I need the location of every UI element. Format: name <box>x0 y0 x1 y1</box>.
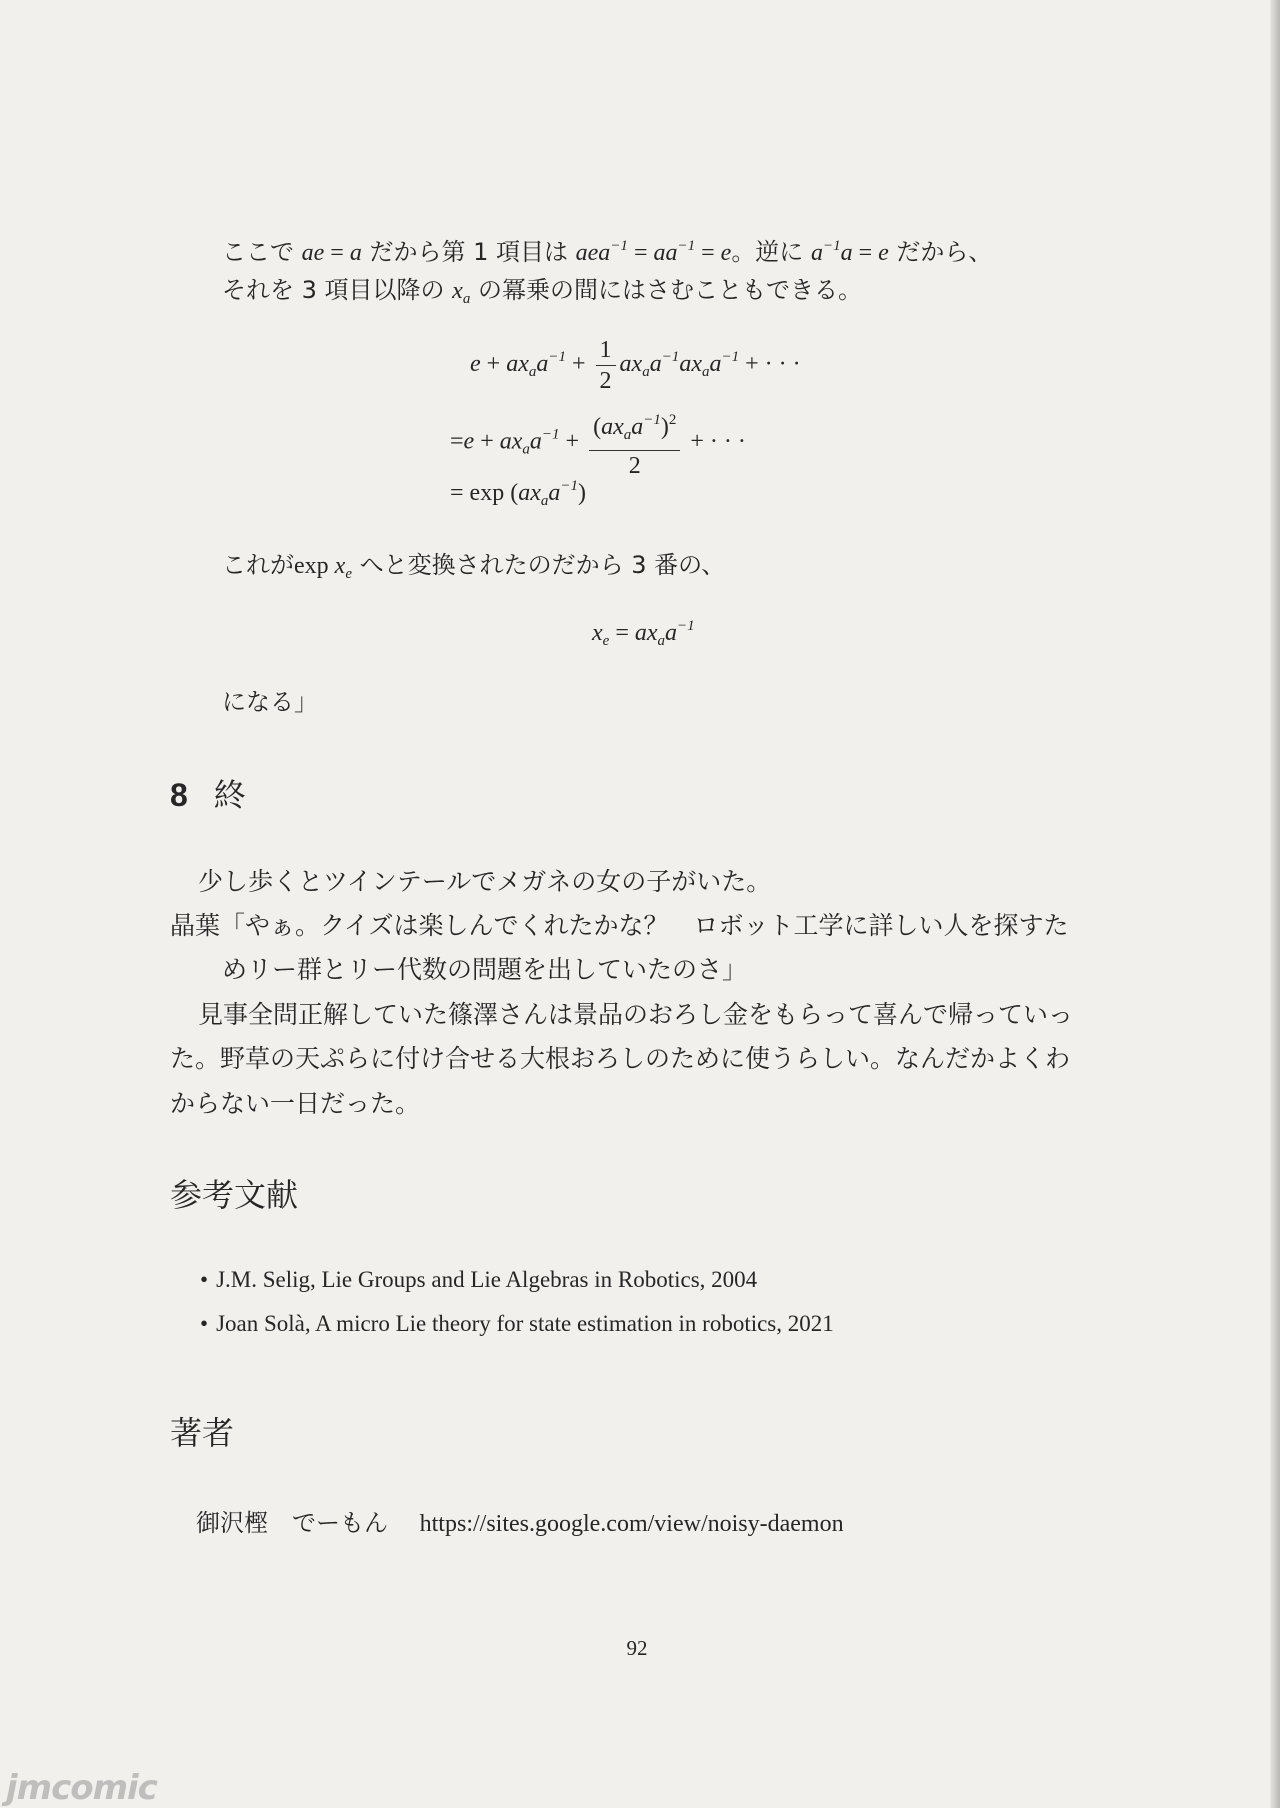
text: ここで <box>222 238 294 266</box>
math-inline: $x_a$ <box>452 278 471 307</box>
text: 。逆に <box>731 238 804 266</box>
text: だから第 1 項目は <box>369 238 569 266</box>
fraction: $\frac{1}{2}$ <box>596 335 616 396</box>
reference-item: • J.M. Selig, Lie Groups and Lie Algebras in Robotics, 2004 <box>200 1258 834 1302</box>
reference-item: • Joan Solà, A micro Lie theory for state estimation in robotics, 2021 <box>200 1302 834 1346</box>
equation-line-2: $=e + ax_aa^{-1}$ + $\frac{(ax_aa^{-1})^2}{2}$ + · · · <box>450 405 746 481</box>
references-title: 参考文献 <box>170 1176 299 1214</box>
story-line: 見事全問正解していた篠澤さんは景品のおろし金をもらって喜んで帰っていっ <box>198 1000 1074 1029</box>
author-url[interactable]: https://sites.google.com/view/noisy-daemon <box>419 1511 844 1537</box>
author-name: 御沢樫 でーもん <box>196 1509 388 1537</box>
story-line: からない一日だった。 <box>170 1089 421 1118</box>
references-heading <box>170 1170 298 1216</box>
authors-title: 著者 <box>170 1414 235 1452</box>
paragraph-2 <box>222 543 725 596</box>
text: になる」 <box>222 688 318 716</box>
page-number: 92 <box>626 1636 648 1660</box>
text: へと変換されたのだから 3 番の、 <box>359 551 726 579</box>
story-line: 少し歩くとツインテールでメガネの女の子がいた。 <box>198 867 772 896</box>
fraction: $\frac{(ax_aa^{-1})^2}{2}$ <box>589 405 680 481</box>
story-line: めリー群とリー代数の問題を出していたのさ」 <box>222 955 748 984</box>
equation-xe: $x_e = ax_aa^{-1}$ <box>592 618 695 649</box>
author-line <box>196 1503 844 1538</box>
paragraph-line-2 <box>222 268 862 321</box>
text: だから、 <box>896 238 993 266</box>
section-heading <box>170 770 246 816</box>
paragraph-3 <box>222 680 318 724</box>
math-inline: $a^{-1}a$ <box>810 238 853 266</box>
section-title: 終 <box>213 776 246 814</box>
text: の冪乗の間にはさむこともできる。 <box>477 276 862 304</box>
math-inline: ae <box>301 240 325 266</box>
references-list <box>200 1258 834 1346</box>
equation-line-1: $e + ax_aa^{-1}$ + $\frac{1}{2}$ $ax_aa^{-1}ax_aa^{-1}$ + · · · <box>470 337 801 394</box>
text: それを 3 項目以降の <box>222 276 445 304</box>
story-line: 晶葉「やぁ。クイズは楽しんでくれたかな？ ロボット工学に詳しい人を探すた <box>170 911 1069 940</box>
authors-heading <box>170 1408 234 1454</box>
section-number: 8 <box>170 777 188 813</box>
story-line: た。野草の天ぷらに付け合せる大根おろしのために使うらしい。なんだかよくわ <box>170 1044 1071 1073</box>
math-inline: $\exp x_e$ <box>294 553 352 582</box>
text: これが <box>222 551 294 579</box>
paragraph-line-1: ここで ae = a だから第 1 項目は $aea^{-1} = aa^{-1} = e$。逆に $a^{-1}a = e$ だから、 <box>222 238 993 266</box>
equation-line-3: = $\exp (ax_aa^{-1})$ <box>450 478 586 509</box>
math-inline: aea$^{-1}$ <box>575 238 628 266</box>
watermark-logo: jmcomic <box>6 1768 157 1808</box>
